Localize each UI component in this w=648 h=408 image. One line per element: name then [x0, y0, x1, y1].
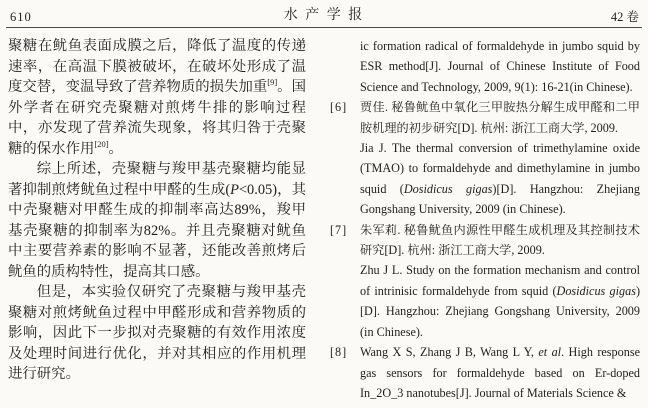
text-segment: 但是，本实验仅研究了壳聚糖与羧甲基壳聚糖对煎烤鱿鱼过程中甲醛形成和营养物质的影响，因此下一步拟对壳聚糖的有效作用浓度及处理时间进行优化，并对其相应的作用机理进行研究。 [8, 284, 306, 382]
reference-entry [330, 97, 640, 219]
text-segment: 贾佳. 秘鲁鱿鱼中氧化三甲胺热分解生成甲醛和二甲胺机理的初步研究[D]. 杭州: 浙江工商大学, 2009. [360, 100, 640, 135]
reference-english-part [360, 36, 640, 97]
text-segment: 。国外学者在研究壳聚糖对煎烤牛排的影响过程中，亦发现了营养流失现象，将其归咎于壳聚糖的保水作用 [8, 79, 306, 157]
page-number: 610 [10, 10, 32, 24]
running-head [0, 0, 648, 27]
reference-english-part [360, 260, 640, 342]
text-segment: Wang X S, Zhang J B, Wang L Y, [360, 345, 539, 360]
text-segment: 。 [108, 140, 123, 157]
text-segment: 聚糖在鱿鱼表面成膜之后，降低了温度的传递速率，在高温下膜被破坏，在破坏处形成了温度交替，变温导致了营养物质的损失加重 [8, 38, 306, 95]
reference-text [360, 36, 640, 97]
italic-text: Dosidicus gigas [403, 181, 493, 196]
body-paragraph [8, 159, 306, 282]
text-segment: . High response gas sensors for formaldehyde based on Er-doped In_2O_3 nanotubes[J]. Journal of Materials Science & [360, 345, 640, 400]
reference-entry [330, 220, 640, 342]
reference-english-part [360, 138, 640, 220]
reference-entry [330, 342, 640, 403]
reference-chinese-part [360, 97, 640, 138]
text-segment: )[D]. Hangzhou: Zhejiang Gongshang University, 2009 (in Chinese). [360, 181, 640, 217]
italic-text: et al [538, 345, 562, 360]
text-segment: Zhu J L. Study on the formation mechanism and control of intrinisic formaldehyde from squid ( [360, 263, 640, 298]
reference-number: [6] [330, 100, 348, 115]
reference-number [330, 36, 360, 97]
text-segment: )[D]. Hangzhou: Zhejiang Gongshang University, 2009 (in Chinese). [360, 283, 640, 339]
reference-text [360, 220, 640, 342]
article-text-column [8, 36, 306, 403]
reference-text [360, 97, 640, 219]
citation-superscript: [9] [267, 77, 278, 88]
reference-chinese-part [360, 220, 640, 261]
text-segment: ic formation radical of formaldehyde in jumbo squid by ESR method[J]. Journal of Chinese Institute of Food Science and Technology, 2009, 9(1): 16-21(in Chinese). [360, 39, 640, 94]
reference-number: [7] [330, 222, 348, 237]
text-segment: Jia J. The thermal conversion of trimethylamine oxide (TMAO) to formaldehyde and dimethylamine in jumbo squid ( [360, 141, 640, 196]
citation-superscript: [20] [94, 138, 109, 149]
text-segment: 朱军莉. 秘鲁鱿鱼内源性甲醛生成机理及其控制技术研究[D]. 杭州: 浙江工商大学, 2009. [360, 222, 640, 258]
reference-entry [330, 36, 640, 97]
references-column [330, 36, 640, 403]
reference-text [360, 342, 640, 403]
italic-text: Dosidicus gigas [556, 283, 636, 298]
body-paragraph [8, 36, 306, 159]
italic-text: P [230, 181, 239, 198]
text-segment: <0.05)，其中壳聚糖对甲醛生成的抑制率高达89%，羧甲基壳聚糖的抑制率为82%。并且壳聚糖对鱿鱼中主要营养素的影响不显著，还能改善煎烤后鱿鱼的质构特性，提高其口感。 [8, 181, 307, 280]
journal-title: 水 产 学 报 [283, 8, 365, 23]
volume-label: 42 卷 [610, 10, 639, 24]
reference-number: [8] [330, 345, 348, 360]
reference-english-part [360, 342, 640, 403]
body-paragraph [8, 282, 306, 385]
text-segment: 综上所述，壳聚糖与羧甲基壳聚糖均能显著抑制煎烤鱿鱼过程中甲醛的生成( [8, 161, 306, 198]
page-body [0, 28, 648, 403]
